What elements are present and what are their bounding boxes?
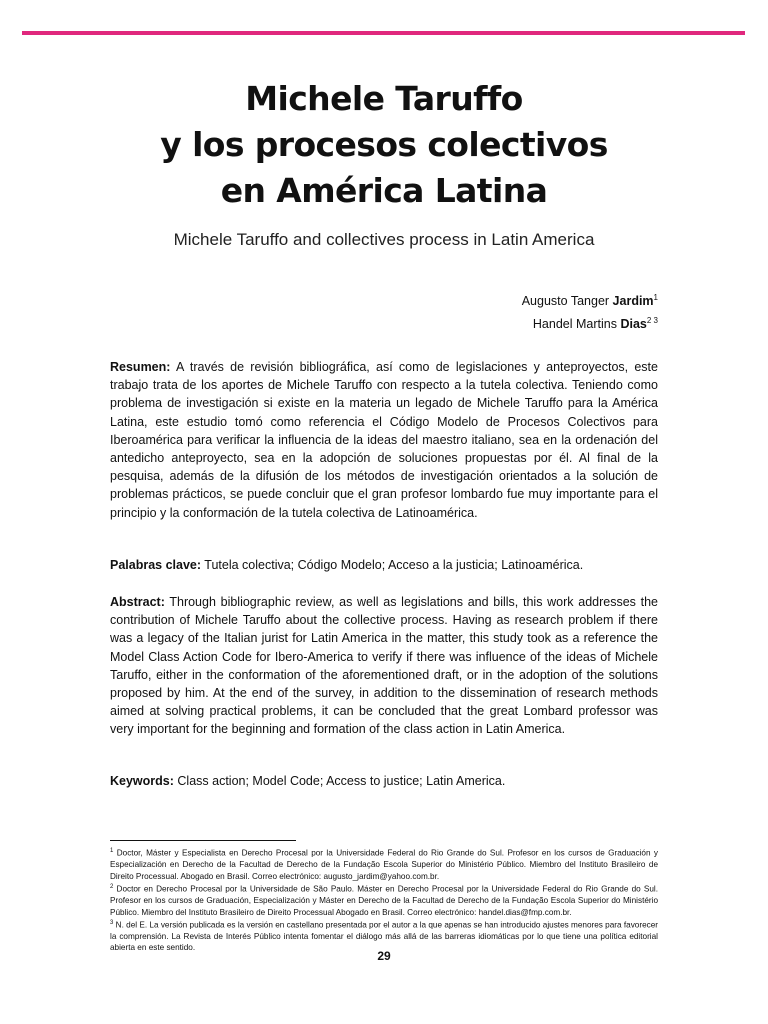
article-title (0, 76, 768, 214)
footnote-number: 2 (110, 883, 114, 890)
footnote-2 (110, 882, 658, 918)
footnote-text: Doctor en Derecho Procesal por la Universidade de São Paulo. Máster en Derecho Procesal por la Universidade Federal do Rio Grande do Sul. Profesor en los cursos de Graduación, Especialización y Máster en Derecho de la Facultad de Derecho de la Fundação Escola Superior do Ministério Público. Miembro del Instituto Brasileiro de Direito Processual Abogado en Brasil. Correo electrónico: handel.dias@fmp.com.br. (110, 884, 658, 917)
keywords-text: Class action; Model Code; Access to justice; Latin America. (177, 774, 506, 788)
author-given-name: Handel Martins (532, 317, 617, 332)
author-surname: Dias (620, 317, 647, 332)
footnote-mark[interactable]: 1 (653, 293, 658, 302)
abstract-text: Through bibliographic review, as well as legislations and bills, this work addresses the contribution of Michele Taruffo about the collective process. Having as research problem if there was a legacy of the Italian jurist for Latin America in the matter, this study took as a reference the Model Class Action Code for Ibero-America to verify if there was influence of the ideas of Michele Taruffo, either in the conformation of the aforementioned draft, or in the adoption of the solutions proposed by him. At the end of the survey, in addition to the dissemination of research methods aimed at solving practical problems, it can be concluded that the great Lombard professor was very important for the beginning and formation of the class action in Latin America. (110, 595, 658, 737)
keywords-paragraph (110, 772, 658, 790)
footnote-number: 3 (110, 919, 114, 926)
header-accent-rule (22, 31, 745, 35)
footnote-number: 1 (110, 848, 114, 854)
title-line-3: en América Latina (220, 171, 548, 210)
resumen-text: A través de revisión bibliográfica, así como de legislaciones y anteproyectos, este trabajo trata de los aportes de Michele Taruffo con respecto a la tutela colectiva. Teniendo como problema de investigación si existe en la materia un legado de Michele Taruffo para la América Latina, este estudio tomó como referencia el Código Modelo de Procesos Colectivos para Iberoamérica para verificar la influencia de la ideas del maestro italiano, sea en la ordenación del antedicho anteproyecto, sea en la adopción de soluciones propuestas por él. Al final de la pesquisa, además de la difusión de los métodos de investigación orientados a la solución de problemas prácticos, se puede concluir que el gran profesor lombardo fue muy importante para el principio y la conformación de la tutela colectiva de Latinoamérica. (110, 360, 658, 520)
resumen-label: Resumen: (110, 360, 171, 374)
resumen-paragraph (110, 358, 658, 522)
title-line-1: Michele Taruffo (245, 79, 523, 118)
author-2 (522, 311, 658, 334)
footnote-mark[interactable]: 2 3 (646, 316, 658, 326)
footnote-1 (110, 846, 658, 882)
palabras-clave-paragraph (110, 556, 658, 574)
palabras-clave-label: Palabras clave: (110, 558, 202, 572)
palabras-clave-text: Tutela colectiva; Código Modelo; Acceso a la justicia; Latinoamérica. (204, 558, 584, 572)
page-number: 29 (377, 949, 391, 963)
author-surname: Jardim (612, 294, 654, 309)
author-list (522, 288, 658, 334)
author-given-name: Augusto Tanger (521, 294, 610, 309)
footnotes (110, 846, 658, 954)
title-line-2: y los procesos colectivos (160, 125, 608, 164)
footnote-text: Doctor, Máster y Especialista en Derecho Procesal por la Universidade Federal do Rio Grande do Sul. Profesor en los cursos de Graduación y Especialización en Derecho de la Facultad de Derecho de la Fundação Escola Superior do Ministério Público. Miembro del Instituto Brasileiro de Direito Processual. Abogado en Brasil. Correo electrónico: augusto_jardim@yahoo.com.br. (110, 848, 658, 881)
abstract-paragraph (110, 593, 658, 739)
footnote-separator (110, 840, 296, 841)
author-1 (522, 288, 658, 311)
footnote-text: N. del E. La versión publicada es la versión en castellano presentada por el autor a la que apenas se han introducido ajustes menores para favorecer la comprensión. La Revista de Interés Público intenta fomentar el diálogo más allá de las barreras idiomáticas por lo que tiene una política editorial abierta en este sentido. (110, 920, 658, 953)
article-subtitle: Michele Taruffo and collectives process in Latin America (173, 230, 595, 249)
keywords-label: Keywords: (110, 774, 174, 788)
abstract-label: Abstract: (110, 595, 165, 609)
